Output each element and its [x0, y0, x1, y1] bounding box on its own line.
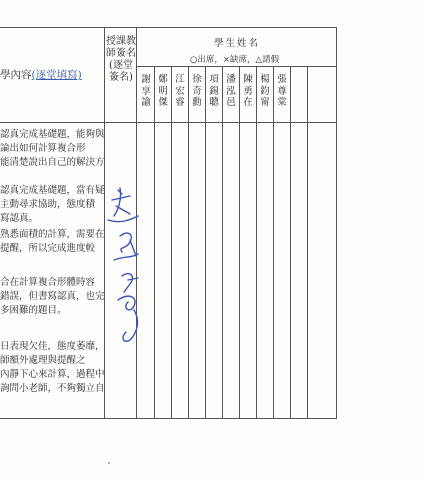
student-name: 江宏睿: [175, 74, 185, 108]
student-col-line: [256, 66, 257, 419]
student-col-line: [290, 66, 291, 419]
student-name: 項錫聰: [209, 74, 219, 108]
lesson-note-3: [0, 228, 105, 256]
student-name: 潘泓邑: [226, 74, 236, 108]
note-line: 詢問小老師，不夠獨立自: [0, 383, 105, 394]
note-line: 合在計算複合形體時容: [0, 277, 96, 288]
note-line: 論出如何計算複合形: [0, 143, 86, 154]
note-line: 師額外處理與提醒之: [0, 355, 86, 366]
lesson-note-2: [0, 184, 105, 226]
content-label: 學內容: [0, 69, 32, 81]
student-name: 謝享諭: [141, 74, 151, 108]
student-name: 楊鈞甯: [260, 74, 270, 108]
note-line: 內靜下心來計算，過程中: [0, 369, 105, 380]
table-right-border: [336, 27, 337, 419]
header-bottom-border: [0, 122, 336, 123]
attendance-legend: ○出席，×缺席，△請假: [190, 55, 280, 65]
student-name: 張尊棠: [277, 74, 287, 108]
student-col-line: [307, 66, 308, 419]
content-column-header: [0, 70, 82, 81]
content-paren: (逐堂填寫): [31, 69, 82, 81]
note-line: 能清楚說出自己的解決方: [0, 157, 105, 168]
lesson-note-1: [0, 128, 105, 170]
student-col-line: [205, 66, 206, 419]
student-col-line: [188, 66, 189, 419]
note-line: 熟悉面積的計算，需要在: [0, 229, 105, 240]
note-line: 認真完成基礎題，能夠與: [0, 129, 105, 140]
teacher-signature: [100, 180, 160, 350]
student-col-line: [239, 66, 240, 419]
table-top-border: [0, 27, 336, 28]
student-name: 陳勇在: [243, 74, 253, 108]
note-line: 主動尋求協助，態度積: [0, 199, 96, 210]
student-col-line: [222, 66, 223, 419]
note-line: 提醒，所以完成進度較: [0, 243, 96, 254]
scan-speck: [108, 462, 110, 464]
students-title: 學生姓名: [214, 38, 261, 49]
note-line: 錯誤，但書寫認真，也完: [0, 291, 105, 302]
teacher-signature-header: 授課教師簽名(逐堂簽名): [106, 36, 136, 83]
lesson-note-5: [0, 340, 105, 396]
student-name: 徐奇勳: [192, 74, 202, 108]
note-line: 認真完成基礎題，當有疑: [0, 185, 105, 196]
student-name: 鄭明傑: [158, 74, 168, 108]
table-bottom-border: [0, 418, 336, 419]
students-subheader-border: [136, 66, 336, 67]
student-col-line: [273, 66, 274, 419]
lesson-note-4: [0, 276, 105, 318]
note-line: 寫認真。: [0, 213, 39, 224]
student-col-line: [171, 66, 172, 419]
note-line: 日表現欠佳，態度萎靡，: [0, 341, 105, 352]
note-line: 多困難的題目。: [0, 305, 67, 316]
